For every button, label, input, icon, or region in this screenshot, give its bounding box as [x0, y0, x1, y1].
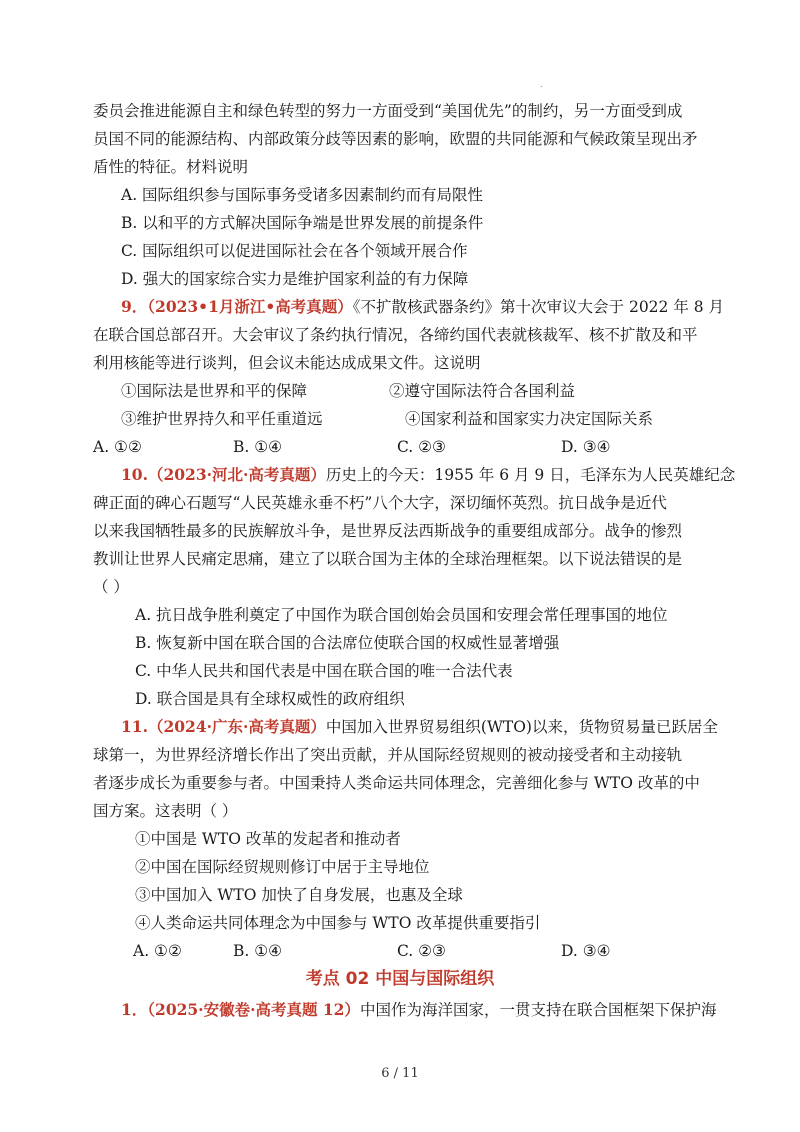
option-d: D. 强大的国家综合实力是维护国家利益的有力保障: [121, 270, 469, 288]
choice-b: B. ①④: [233, 942, 283, 960]
option-c: C. 国际组织可以促进国际社会在各个领域开展合作: [121, 242, 468, 260]
option-b: B. 以和平的方式解决国际争端是世界发展的前提条件: [121, 214, 484, 232]
option-a: A. 国际组织参与国际事务受诸多因素制约而有局限性: [121, 186, 484, 204]
option-c: C. 中华人民共和国代表是中国在联合国的唯一合法代表: [135, 662, 513, 680]
statement-3: ③中国加入 WTO 加快了自身发展，也惠及全球: [135, 886, 463, 904]
question-11-source: 11.（2024·广东·高考真题）: [121, 717, 326, 736]
question-10-source: 10.（2023·河北·高考真题）: [121, 465, 326, 484]
intro-line: 盾性的特征。材料说明: [93, 158, 249, 176]
choice-d: D. ③④: [561, 438, 611, 456]
intro-line: 委员会推进能源自主和绿色转型的努力一方面受到“美国优先”的制约，另一方面受到成: [93, 102, 683, 120]
question-10-text: 碑正面的碑心石题写“人民英雄永垂不朽”八个大字，深切缅怀英烈。抗日战争是近代: [93, 494, 667, 512]
choice-b: B. ①④: [233, 438, 283, 456]
page-number: 6 / 11: [381, 1066, 419, 1081]
choice-a: A. ①②: [93, 438, 142, 456]
question-11-first-line: [121, 717, 741, 737]
statement-3: ③维护世界持久和平任重道远: [121, 410, 323, 428]
page-mark: .: [540, 80, 543, 89]
question-9-text: 《不扩散核武器条约》第十次审议大会于 2022 年 8 月: [352, 298, 725, 316]
option-d: D. 联合国是具有全球权威性的政府组织: [135, 690, 405, 708]
intro-line: 员国不同的能源结构、内部政策分歧等因素的影响，欧盟的共同能源和气候政策呈现出矛: [93, 130, 698, 148]
question-10-text: 教训让世界人民痛定思痛，建立了以联合国为主体的全球治理框架。以下说法错误的是: [93, 550, 683, 568]
question-11-text: 国方案。这表明（ ）: [93, 802, 238, 820]
question-1-text: 中国作为海洋国家，一贯支持在联合国框架下保护海: [359, 1001, 717, 1019]
choice-c: C. ②③: [397, 438, 446, 456]
answer-bracket: （ ）: [93, 578, 129, 596]
statement-2: ②遵守国际法符合各国利益: [389, 382, 576, 400]
question-9-source: 9．（2023•1月浙江•高考真题）: [121, 297, 353, 316]
question-11-text: 球第一，为世界经济增长作出了突出贡献，并从国际经贸规则的被动接受者和主动接轨: [93, 746, 683, 764]
option-b: B. 恢复新中国在联合国的合法席位使联合国的权威性显著增强: [135, 634, 560, 652]
statement-4: ④国家利益和国家实力决定国际关系: [405, 410, 654, 428]
question-11-text: 者逐步成长为重要参与者。中国秉持人类命运共同体理念，完善细化参与 WTO 改革的中: [93, 774, 700, 792]
section-title: 考点 02 中国与国际组织: [305, 969, 495, 989]
question-1-first-line: [121, 1000, 741, 1020]
question-9-text: 在联合国总部召开。大会审议了条约执行情况，各缔约国代表就核裁军、核不扩散及和平: [93, 326, 698, 344]
question-9-first-line: [121, 297, 741, 317]
choice-a: A. ①②: [133, 942, 182, 960]
statement-4: ④人类命运共同体理念为中国参与 WTO 改革提供重要指引: [135, 914, 541, 932]
statement-1: ①国际法是世界和平的保障: [121, 382, 308, 400]
question-9-text: 利用核能等进行谈判，但会议未能达成成果文件。这说明: [93, 354, 481, 372]
question-1-source: 1．（2025·安徽卷·高考真题 12）: [121, 1000, 360, 1019]
question-10-text: 历史上的今天：1955 年 6 月 9 日，毛泽东为人民英雄纪念: [325, 466, 736, 484]
option-a: A. 抗日战争胜利奠定了中国作为联合国创始会员国和安理会常任理事国的地位: [135, 606, 668, 624]
question-10-text: 以来我国牺牲最多的民族解放斗争，是世界反法西斯战争的重要组成部分。战争的惨烈: [93, 522, 683, 540]
choice-d: D. ③④: [561, 942, 611, 960]
question-11-text: 中国加入世界贸易组织(WTO)以来，货物贸易量已跃居全: [325, 718, 718, 736]
statement-2: ②中国在国际经贸规则修订中居于主导地位: [135, 858, 430, 876]
choice-c: C. ②③: [397, 942, 446, 960]
statement-1: ①中国是 WTO 改革的发起者和推动者: [135, 830, 401, 848]
question-10-first-line: [121, 465, 741, 485]
